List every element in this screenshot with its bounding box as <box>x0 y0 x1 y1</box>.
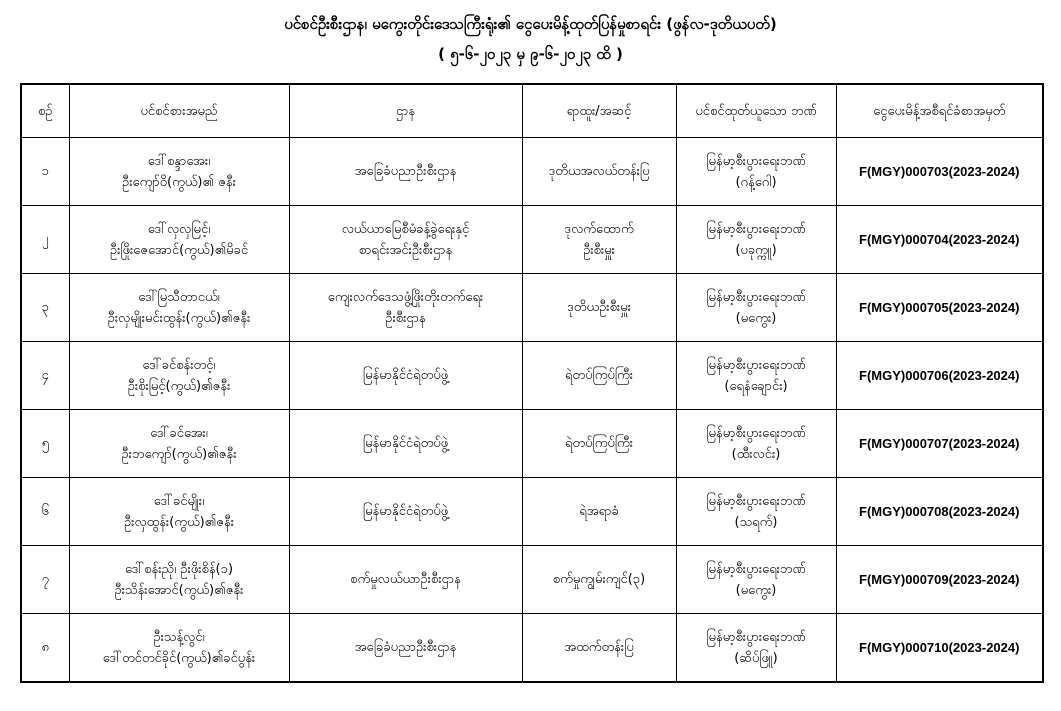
cell-bank-line: မြန်မာ့စီးပွားရေးဘဏ် <box>706 561 806 577</box>
cell-department-line: မြန်မာနိုင်ငံရဲတပ်ဖွဲ့ <box>362 368 449 383</box>
table-row <box>21 410 1043 478</box>
cell-report-number: F(MGY)000709(2023-2024) <box>836 546 1043 614</box>
cell-rank-line: စက်မှုကျွမ်းကျင်(၃) <box>552 572 646 587</box>
cell-rank-line: ဒုတိယအလယ်တန်းပြ <box>548 164 650 179</box>
cell-department-line: ကျေးလက်ဒေသဖွံ့ဖြိုးတိုးတက်ရေး <box>327 289 484 305</box>
cell-name-line: ဦးလှထွန်း(ကွယ်)၏ဇနီး <box>123 514 235 530</box>
cell-bank-line: (မကွေး) <box>735 310 777 326</box>
cell-name-line: ဒေါ်စန္ဒာအေး၊ <box>147 153 211 169</box>
cell-no: ၂ <box>21 206 69 274</box>
cell-bank-line: (ထီးလင်း) <box>731 446 781 462</box>
cell-bank-line: (သရက်) <box>734 514 778 530</box>
cell-name <box>69 614 289 683</box>
cell-name <box>69 546 289 614</box>
cell-name-line: ဒေါ်မြသီတာငယ်၊ <box>138 289 220 305</box>
cell-bank-line: မြန်မာ့စီးပွားရေးဘဏ် <box>706 493 806 509</box>
cell-bank <box>676 614 836 683</box>
cell-rank <box>522 274 676 342</box>
cell-department <box>289 614 522 683</box>
header-name: ပင်စင်စားအမည် <box>69 84 289 138</box>
cell-rank <box>522 138 676 206</box>
cell-rank-line: ဦးစီးမှူး <box>583 242 615 258</box>
cell-rank <box>522 410 676 478</box>
cell-department-line: မြန်မာနိုင်ငံရဲတပ်ဖွဲ့ <box>362 504 449 519</box>
cell-department <box>289 410 522 478</box>
table-row <box>21 206 1043 274</box>
payment-order-table <box>20 83 1044 683</box>
cell-name <box>69 410 289 478</box>
cell-department <box>289 274 522 342</box>
cell-name <box>69 274 289 342</box>
cell-bank-line: မြန်မာ့စီးပွားရေးဘဏ် <box>706 357 806 373</box>
cell-name-line: ဒေါ်စန်းညို၊ ဦးဖိုးစိန်(၁) <box>124 561 234 577</box>
cell-bank <box>676 206 836 274</box>
cell-no: ၇ <box>21 546 69 614</box>
cell-no: ၄ <box>21 342 69 410</box>
cell-name-line: ဒေါ်လှလှမြင့်၊ <box>147 221 211 237</box>
cell-bank-line: မြန်မာ့စီးပွားရေးဘဏ် <box>706 289 806 305</box>
cell-rank-line: ရဲအရာခံ <box>579 504 619 519</box>
header-rank: ရာထူး/အဆင့် <box>522 84 676 138</box>
cell-no: ၃ <box>21 274 69 342</box>
cell-department-line: အခြေခံပညာဦးစီးဌာန <box>354 164 457 179</box>
cell-bank-line: (မကွေး) <box>735 582 777 598</box>
cell-department <box>289 546 522 614</box>
cell-bank-line: (ဆိပ်ဖြူ) <box>734 650 778 666</box>
cell-no: ၅ <box>21 410 69 478</box>
cell-bank <box>676 410 836 478</box>
header-no: စဉ် <box>21 84 69 138</box>
cell-rank-line: အထက်တန်းပြ <box>564 640 634 655</box>
table-row <box>21 546 1043 614</box>
cell-name <box>69 206 289 274</box>
cell-rank <box>522 478 676 546</box>
cell-department-line: ဦးစီးဌာန <box>385 310 426 326</box>
cell-no: ၆ <box>21 478 69 546</box>
cell-rank <box>522 546 676 614</box>
cell-name-line: ဦးကျော်ဝိ(ကွယ်)၏ ဇနီး <box>122 174 236 190</box>
table-body <box>21 138 1043 683</box>
cell-rank-line: ရဲတပ်ကြပ်ကြီး <box>564 368 634 383</box>
cell-name <box>69 342 289 410</box>
cell-name-line: ဒေါ်ခင်မျိုး၊ <box>153 493 205 509</box>
cell-name-line: ဦးဖြိုးဇေအောင်(ကွယ်)၏မိခင် <box>109 242 249 258</box>
cell-name-line: ဦးလှမျိုးမင်းထွန်း(ကွယ်)၏ဇနီး <box>107 310 251 326</box>
cell-rank <box>522 614 676 683</box>
table-row <box>21 342 1043 410</box>
cell-no: ၈ <box>21 614 69 683</box>
cell-rank <box>522 342 676 410</box>
cell-report-number: F(MGY)000710(2023-2024) <box>836 614 1043 683</box>
header-row <box>21 84 1043 138</box>
cell-report-number: F(MGY)000707(2023-2024) <box>836 410 1043 478</box>
cell-rank <box>522 206 676 274</box>
cell-report-number: F(MGY)000706(2023-2024) <box>836 342 1043 410</box>
cell-rank-line: ဒုတိယဦးစီးမှူး <box>567 300 631 315</box>
cell-bank-line: (ဂန့်ဂေါ) <box>735 174 777 190</box>
cell-name-line: ဒေါ်တင်တင်ခိုင်(ကွယ်)၏ခင်ပွန်း <box>102 650 256 666</box>
cell-name-line: ဦးစိုးမြင့်(ကွယ်)၏ဇနီး <box>127 378 231 394</box>
cell-report-number: F(MGY)000708(2023-2024) <box>836 478 1043 546</box>
header-department: ဌာန <box>289 84 522 138</box>
header-report-number: ငွေပေးမိန့်အစီရင်ခံစာအမှတ် <box>836 84 1043 138</box>
date-range: ( ၅-၆-၂၀၂၃ မှ ၉-၆-၂၀၂၃ ထိ ) <box>438 45 623 63</box>
cell-department-line: စက်မှုလယ်ယာဦးစီးဌာန <box>350 572 461 587</box>
cell-bank <box>676 274 836 342</box>
cell-department-line: လယ်ယာမြေစီမံခန့်ခွဲရေးနှင့် <box>341 221 470 237</box>
cell-bank-line: မြန်မာ့စီးပွားရေးဘဏ် <box>706 629 806 645</box>
cell-report-number: F(MGY)000703(2023-2024) <box>836 138 1043 206</box>
header-bank: ပင်စင်ထုတ်ယူသော ဘဏ် <box>676 84 836 138</box>
cell-bank-line: မြန်မာ့စီးပွားရေးဘဏ် <box>706 221 806 237</box>
cell-bank <box>676 342 836 410</box>
cell-bank-line: မြန်မာ့စီးပွားရေးဘဏ် <box>706 425 806 441</box>
table-row <box>21 478 1043 546</box>
table-row <box>21 138 1043 206</box>
cell-department <box>289 206 522 274</box>
table-row <box>21 614 1043 683</box>
cell-department-line: အခြေခံပညာဦးစီးဌာန <box>354 640 457 655</box>
cell-name-line: ဦးဘကျော်(ကွယ်)၏ဇနီး <box>121 446 237 462</box>
cell-bank <box>676 138 836 206</box>
cell-name-line: ဦးသန့်လွင်၊ <box>153 629 205 645</box>
table-row <box>21 274 1043 342</box>
cell-bank-line: (ရေနံချောင်း) <box>724 378 788 394</box>
document-title: ပင်စင်ဦးစီးဌာန၊ မကွေးတိုင်းဒေသကြီးရုံး၏ ငွေပေးမိန့်ထုတ်ပြန်မှုစာရင်း (ဖွန်လ-ဒုတိယပတ်) <box>284 15 777 33</box>
cell-report-number: F(MGY)000705(2023-2024) <box>836 274 1043 342</box>
cell-report-number: F(MGY)000704(2023-2024) <box>836 206 1043 274</box>
cell-name-line: ဒေါ်ခင်အေး၊ <box>150 425 208 441</box>
cell-bank <box>676 478 836 546</box>
cell-name <box>69 138 289 206</box>
cell-no: ၁ <box>21 138 69 206</box>
cell-name-line: ဒေါ်ခင်စန်းတင့်၊ <box>142 357 216 373</box>
cell-name <box>69 478 289 546</box>
cell-rank-line: ရဲတပ်ကြပ်ကြီး <box>564 436 634 451</box>
cell-department <box>289 478 522 546</box>
cell-bank-line: (ပခုက္ကူ) <box>735 242 777 258</box>
cell-department-line: စာရင်းအင်းဦးစီးဌာန <box>358 242 453 258</box>
cell-rank-line: ဒုလက်ထောက် <box>564 221 634 237</box>
cell-name-line: ဦးသိန်းအောင်(ကွယ်)၏ဇနီး <box>114 582 244 598</box>
cell-department <box>289 342 522 410</box>
cell-department <box>289 138 522 206</box>
cell-department-line: မြန်မာနိုင်ငံရဲတပ်ဖွဲ့ <box>362 436 449 451</box>
cell-bank-line: မြန်မာ့စီးပွားရေးဘဏ် <box>706 153 806 169</box>
cell-bank <box>676 546 836 614</box>
